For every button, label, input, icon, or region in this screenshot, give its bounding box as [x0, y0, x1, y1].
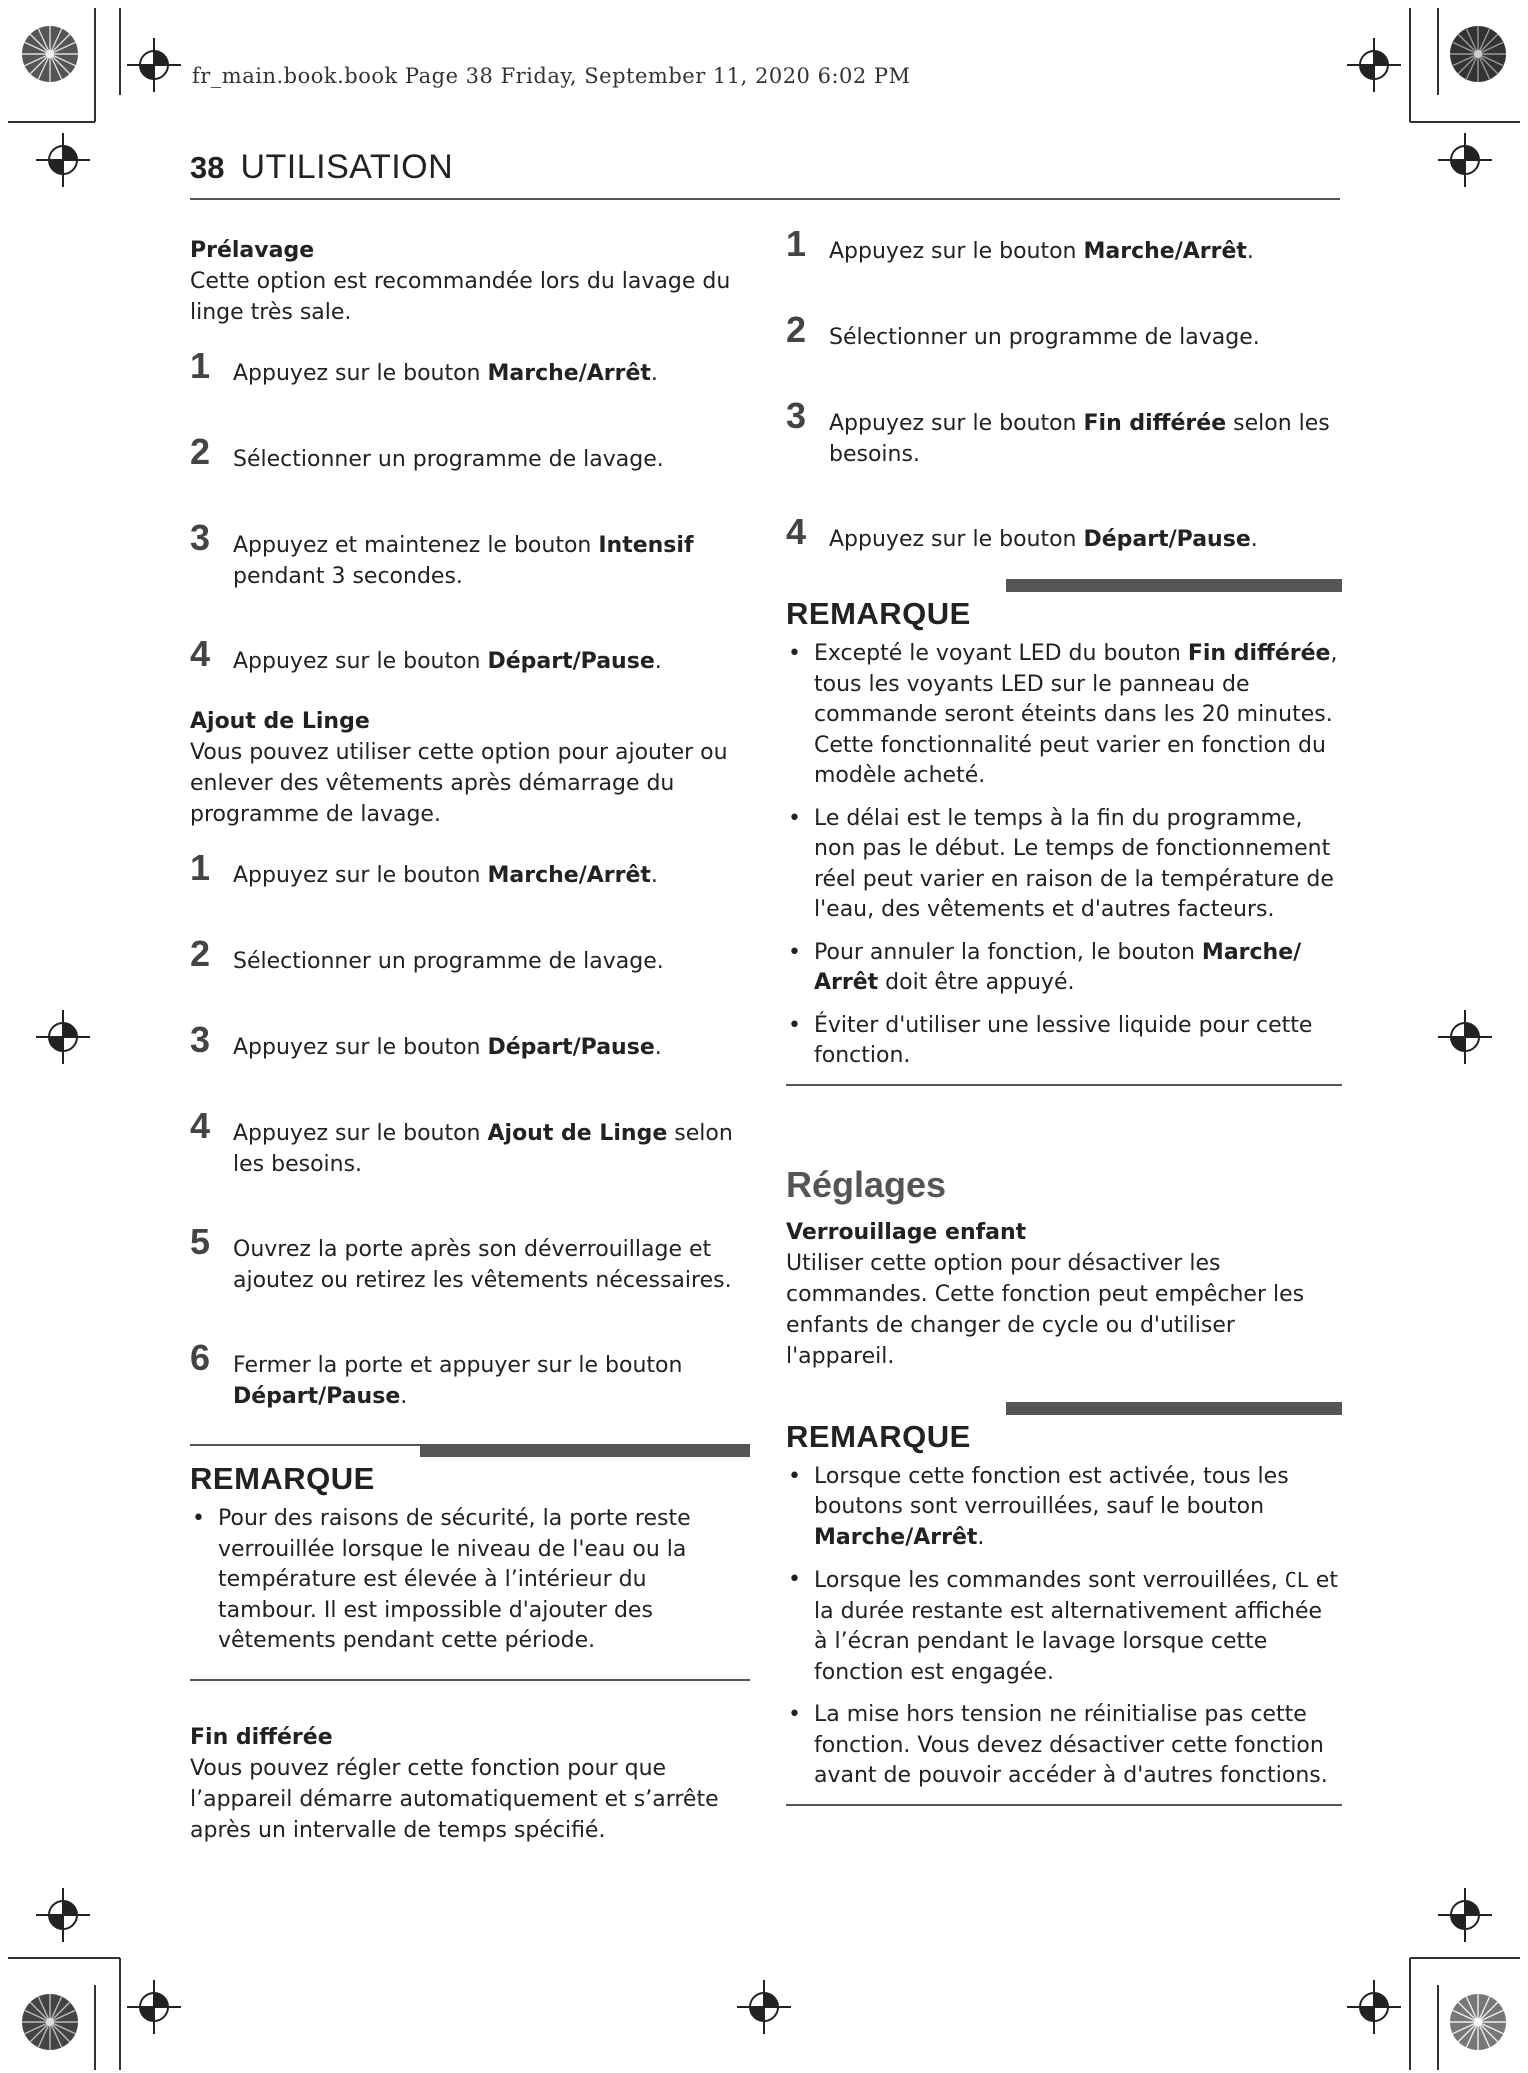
step-number: 3 — [190, 1019, 211, 1060]
note-text: Pour annuler la fonction, le bouton — [814, 939, 1202, 965]
note-bottom-rule — [786, 1084, 1342, 1086]
step-text: Ouvrez la porte après son déverrouillage et ajoutez ou retirez les vêtements nécessaires. — [233, 1237, 732, 1293]
step-button-name: Départ/Pause — [1083, 527, 1251, 552]
reglages-title: Réglages — [786, 1163, 947, 1205]
step-text: Appuyez sur le bouton — [233, 1035, 488, 1060]
step-item — [190, 933, 750, 977]
step-button-name: Départ/Pause — [233, 1384, 401, 1409]
step-number: 5 — [190, 1221, 211, 1262]
step-number: 2 — [786, 309, 807, 350]
registration-mark-icon — [127, 38, 181, 92]
ajout-title: Ajout de Linge — [190, 709, 370, 734]
fin-differee-title: Fin différée — [190, 1724, 333, 1750]
rosette-mark-icon — [18, 1990, 82, 2054]
step-number: 4 — [190, 1105, 211, 1146]
prelavage-section — [190, 236, 750, 677]
note-button-name: Fin différée — [1187, 641, 1331, 666]
ajout-intro: Vous pouvez utiliser cette option pour ajouter ou enlever des vêtements après démarrage du programme de lavage. — [190, 740, 728, 827]
note-item — [786, 938, 1342, 999]
step-button-name: Départ/Pause — [487, 1035, 655, 1060]
step-text-end: pendant 3 secondes. — [233, 564, 463, 589]
page-number: 38 — [190, 150, 225, 185]
note-button-name: Marche/ Arrêt — [814, 939, 1302, 995]
note-text-end: , tous les voyants LED sur le panneau de commande seront éteints dans les 20 minutes. Cette fonctionnalité peut varier en fonction du modèle acheté. — [814, 641, 1338, 788]
step-number: 6 — [190, 1337, 211, 1378]
step-item — [190, 847, 750, 891]
step-text: Appuyez et maintenez le bouton — [233, 533, 599, 558]
step-number: 1 — [190, 345, 211, 386]
note-item — [786, 804, 1342, 926]
note-list — [786, 639, 1342, 1072]
file-header: fr_main.book.book Page 38 Friday, September 11, 2020 6:02 PM — [192, 64, 911, 88]
note-item — [786, 1700, 1342, 1792]
step-item — [786, 511, 1342, 555]
page-section-title: UTILISATION — [240, 148, 454, 186]
step-button-name: Fin différée — [1083, 411, 1227, 436]
page-heading — [190, 148, 1340, 187]
note-box — [786, 1402, 1342, 1806]
step-item — [786, 223, 1342, 267]
registration-mark-icon — [36, 1010, 90, 1064]
step-text-end: selon les besoins. — [233, 1121, 733, 1177]
registration-mark-icon — [127, 1980, 181, 2034]
step-button-name: Intensif — [598, 533, 694, 558]
registration-mark-icon — [737, 1980, 791, 2034]
note-title: REMARQUE — [786, 1418, 971, 1454]
bullet-icon: • — [788, 1012, 801, 1038]
bullet-icon: • — [788, 641, 801, 666]
verrouillage-title: Verrouillage enfant — [786, 1219, 1027, 1245]
registration-mark-icon — [1347, 38, 1401, 92]
step-number: 1 — [786, 223, 807, 264]
step-button-name: Marche/Arrêt — [487, 863, 651, 888]
rosette-mark-icon — [18, 22, 82, 86]
step-item — [190, 1221, 750, 1296]
note-bottom-rule — [786, 1804, 1342, 1806]
reglages-section — [786, 1164, 1342, 1372]
step-item — [190, 1337, 750, 1412]
bullet-icon: • — [192, 1506, 205, 1531]
note-title: REMARQUE — [190, 1461, 375, 1496]
step-text: Sélectionner un programme de lavage. — [233, 447, 664, 472]
note-box — [786, 579, 1342, 1086]
step-text: Appuyez sur le bouton — [829, 411, 1084, 436]
step-text: Appuyez sur le bouton — [829, 527, 1084, 552]
step-number: 2 — [190, 431, 211, 472]
note-box — [190, 1444, 750, 1681]
step-text: Sélectionner un programme de lavage. — [829, 325, 1260, 350]
note-text-end: . — [977, 1524, 985, 1550]
step-number: 1 — [190, 847, 211, 888]
note-heading-bar — [1006, 579, 1342, 592]
step-item — [190, 633, 750, 677]
step-item — [190, 517, 750, 592]
step-text: Appuyez sur le bouton — [829, 239, 1084, 264]
note-text: Pour des raisons de sécurité, la porte reste verrouillée lorsque le niveau de l'eau ou la température est élevée à l’intérieur du tambour. Il est impossible d'ajouter des vêtements pendant cette période. — [218, 1506, 691, 1653]
verrouillage-intro: Utiliser cette option pour désactiver les commandes. Cette fonction peut empêcher les enfants de changer de cycle ou d'utiliser l'appareil. — [786, 1250, 1305, 1369]
bullet-icon: • — [788, 805, 801, 831]
step-number: 4 — [190, 633, 211, 674]
step-item — [786, 309, 1342, 353]
note-title: REMARQUE — [786, 596, 971, 631]
bullet-icon: • — [788, 1702, 801, 1727]
note-heading-bar — [420, 1444, 750, 1457]
note-list — [786, 1462, 1342, 1792]
rosette-mark-icon — [1446, 1990, 1510, 2054]
registration-mark-icon — [1438, 1010, 1492, 1064]
registration-mark-icon — [36, 1888, 90, 1942]
fin-differee-intro: Vous pouvez régler cette fonction pour que l’appareil démarre automatiquement et s’arrête après un intervalle de temps spécifié. — [190, 1755, 719, 1843]
step-button-name: Départ/Pause — [487, 649, 655, 674]
step-number: 2 — [190, 933, 211, 974]
prelavage-title: Prélavage — [190, 238, 315, 263]
note-item — [786, 1565, 1342, 1688]
note-item — [190, 1504, 750, 1657]
registration-mark-icon — [1438, 1888, 1492, 1942]
note-text: Lorsque cette fonction est activée, tous les boutons sont verrouillées, sauf le bouton — [814, 1463, 1289, 1519]
prelavage-intro: Cette option est recommandée lors du lavage du linge très sale. — [190, 269, 731, 325]
step-text: Appuyez sur le bouton — [233, 361, 488, 386]
step-number: 3 — [786, 395, 807, 436]
note-list — [190, 1504, 750, 1657]
step-text-end: . — [650, 863, 658, 888]
fin-differee-section — [190, 1723, 750, 1846]
registration-mark-icon — [1438, 133, 1492, 187]
step-item — [190, 345, 750, 389]
step-text: Appuyez sur le bouton — [233, 1121, 488, 1146]
step-text-end: . — [400, 1384, 408, 1409]
bullet-icon: • — [788, 1463, 801, 1489]
step-item — [190, 431, 750, 475]
step-number: 3 — [190, 517, 211, 558]
rosette-mark-icon — [1446, 22, 1510, 86]
note-bottom-rule — [190, 1679, 750, 1681]
step-number: 4 — [786, 511, 807, 552]
note-button-name: Marche/Arrêt — [814, 1524, 978, 1550]
left-column — [190, 236, 750, 1846]
note-item — [786, 1011, 1342, 1072]
note-item — [786, 639, 1342, 792]
step-text: Fermer la porte et appuyer sur le bouton — [233, 1353, 683, 1378]
step-text-end: . — [1246, 239, 1254, 264]
note-text-end: doit être appuyé. — [878, 970, 1075, 995]
step-item — [190, 1105, 750, 1180]
step-text: Sélectionner un programme de lavage. — [233, 949, 664, 974]
note-text: Excepté le voyant LED du bouton — [814, 641, 1188, 666]
note-text-end: et la durée restante est alternativement affichée à l’écran pendant le lavage lorsque cette fonction est engagée. — [814, 1568, 1338, 1685]
note-text: Le délai est le temps à la fin du programme, non pas le début. Le temps de fonctionnement réel peut varier en raison de la température de l'eau, des vêtements et d'autres facteurs. — [814, 805, 1334, 922]
step-text-end: . — [654, 649, 662, 674]
right-column — [786, 223, 1342, 1806]
step-text: Appuyez sur le bouton — [233, 863, 488, 888]
bullet-icon: • — [788, 1567, 801, 1592]
note-heading-bar — [1006, 1402, 1342, 1415]
heading-rule — [190, 198, 1340, 200]
bullet-icon: • — [788, 939, 801, 965]
step-item — [786, 395, 1342, 470]
note-text: Éviter d'utiliser une lessive liquide pour cette fonction. — [814, 1012, 1313, 1068]
step-text-end: . — [650, 361, 658, 386]
registration-mark-icon — [36, 133, 90, 187]
step-text-end: selon les besoins. — [829, 411, 1330, 467]
cl-display-code: CL — [1284, 1568, 1309, 1592]
note-item — [786, 1462, 1342, 1554]
note-text: La mise hors tension ne réinitialise pas cette fonction. Vous devez désactiver cette fonction avant de pouvoir accéder à d'autres fonctions. — [814, 1702, 1328, 1788]
ajout-section — [190, 707, 750, 1412]
step-text-end: . — [654, 1035, 662, 1060]
step-button-name: Marche/Arrêt — [1083, 239, 1247, 264]
registration-mark-icon — [1347, 1980, 1401, 2034]
step-item — [190, 1019, 750, 1063]
step-text-end: . — [1250, 527, 1258, 552]
step-button-name: Ajout de Linge — [487, 1121, 668, 1146]
note-text: Lorsque les commandes sont verrouillées, — [814, 1568, 1285, 1593]
step-button-name: Marche/Arrêt — [487, 361, 651, 386]
step-text: Appuyez sur le bouton — [233, 649, 488, 674]
